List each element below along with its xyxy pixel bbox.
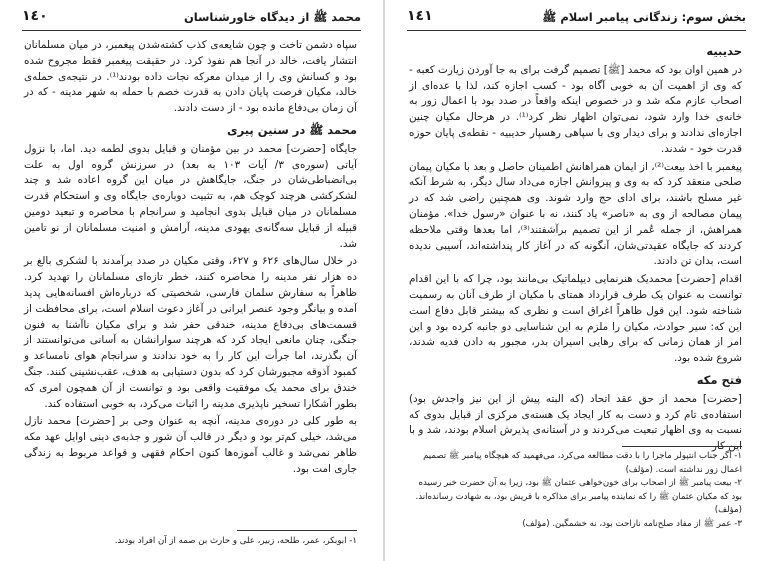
left-footnotes [24,535,357,549]
left-paragraph-1: سپاه دشمن تاخت و چون شایعه‌ی کذب کشته‌شدن پیغمبر، در میان مسلمانان انتشار یافت، خالد در آنجا هم نفوذ کرد. در حقیقت پیغمبر فقط مجروح شده بود و کسانش وی را از میدان معرکه نجات داده بودند⁽¹⁾. در نتیجه‌ی حمله‌ی خالد، مکیان فرصت پایان دادن به قدرت خصم با حمله به شهر مدینه - که در آن زمان بی‌دفاع مانده بود - از دست دادند. [24,39,357,115]
right-page [385,0,768,561]
right-page-body [409,38,742,457]
right-heading-conquest-of-mecca: فتح مکه [696,372,742,387]
left-paragraph-2: جایگاه [حضرت] محمد در بین مؤمنان و قبایل بدوی لطمه دید. اما، با نزول آیاتی (سوره‌ی ٣/ آیات ١٠٣ به بعد) در سرزنش گروه اول به علت بی‌انضباطی‌شان در جنگ، جایگاهش در میان این گروه اعاده شد و چند لشکرکشی هرچند کوچک هم، به تثبیت دوباره‌ی جایگاه وی و استحکام قدرت مسلمانان در میان قبایل بدوی انجامید و سرانجام با محاصره و تبعید دومین قبیله از قبایل سه‌گانه‌ی یهودی مدینه، آرامش و امنیت مسلمانان از نو تامین شد. [24,142,357,250]
right-paragraph-4: [حضرت] محمد از حق عقد اتحاد (که البته پیش از این نیز واجدش بود) استفاده‌ی تام کرد و دست به کار ایجاد یک هسته‌ی مرکزی از قبایل بدوی که نسبت به وی اظهار تبعیت می‌کردند و در آستانه‌ی پذیرش اسلام بودند، شد و با این کار [409,392,742,453]
left-footnote-rule [237,530,357,531]
left-section-heading: محمد ﷺ در سنین پیری [227,122,357,137]
right-page-header [407,8,746,31]
right-footnote-3: ٣- عمر ﷺ از مفاد صلح‌نامه ناراحت بود، نه خشمگین. (مؤلف) [522,518,742,529]
left-page-number: ١٤٠ [22,8,48,24]
left-page-body [24,38,357,480]
left-running-title: محمد ﷺ از دیدگاه خاورشناسان [183,10,361,24]
left-paragraph-3: در خلال سال‌های ۶۲۶ و ۶۲۷، وقتی مکیان در صدد برآمدند با لشکری بالغ بر ده هزار نفر مدینه را محاصره کنند، خطر تازه‌ای مسلمانان را تهدید کرد. ظاهراً به سفارش سلمان فارسی، شخصیتی که درباره‌اش افسانه‌هایی پدید آمده و بیانگر وجود عنصر ایرانی در آغاز دعوت اسلام است، برای محافظت از قسمت‌های بی‌دفاع مدینه، خندقی حفر شد و برای مکیان ناآشنا به فنون جنگی، چنان مانعی ایجاد کرد که هرچند سوارانشان به آسانی می‌توانستند از آن بگذرند، اما جرأت این کار را به خود ندادند و سرانجام هوای نامساعد و کمبود آذوقه مجبورشان کرد که بدون دستیابی به هدف، عقب‌نشینی کنند. جنگ خندق برای محمد یک موفقیت واقعی بود و توانست از آن همچون امری که بطور آشکارا تسخیر ناپذیری مدینه را اثبات می‌کرد، به خوبی استفاده کند. [24,255,357,410]
right-footnote-rule [622,446,742,447]
right-paragraph-1: در همین اوان بود که محمد [ﷺ] تصمیم گرفت برای به جا آوردن زیارت کعبه - که وی از اهمیت آن به خوبی آگاه بود - کسب اجازه کند، لذا با عده‌ای از اصحاب عازم مکه شد و در خصوص اینکه واقعاً در صدد بود با اعمال زور به خانه‌ی خدا وارد شود، نمی‌توان اظهار نظر کرد⁽¹⁾. در هرحال مکیان چنین اجازه‌ای ندادند و برای دیدار وی با سپاهی رهسپار حدیبیه - نقطه‌ی پایان حوزه قدرت خود - شدند. [409,63,742,155]
left-paragraph-4: به طور کلی در دوره‌ی مدینه، آنچه به عنوان وحی بر [حضرت] محمد نازل می‌شد، خیلی کم‌تر بود و دیگر در قالب آن شور و جذبه‌ی دینی اوایل عهد مکه ظاهر نمی‌شد و غالب آموزه‌ها کنون احکام فقهی و قواعد مربوط به زندگی جاری امت بود. [24,415,357,475]
left-footnote-1: ١- ابوبکر، عمر، طلحه، زبیر، علی و حارث بن صمه از آن افراد بودند. [114,536,357,546]
right-heading-hudaybiyya: حدیبیه [706,44,742,58]
right-paragraph-2: پیغمبر با اخذ بیعت⁽²⁾، از ایمان همراهانش اطمینان حاصل و بعد با مکیان پیمان صلحی منعقد کرد که به وی و پیروانش اجازه می‌داد سال دیگر، به شرط آنکه غیر مسلح باشند، برای ادای حج وارد شوند. وی همچنین راضی شد که در پیمان مصالحه از وی به «ناصر» یاد کنند، نه با عنوان «رسول خدا». مؤمنان همراهش، از جمله عُمر از این تصمیم برآشفتند⁽³⁾، اما بعدها وقتی ملاحظه کردند که جایگاه عقیدتی‌شان، آنگونه که در آغاز کار پنداشته‌اند، آسیبی ندیده است، بدان تن دادند. [409,160,742,268]
right-running-title: بخش سوم: زندگانی پیامبر اسلام ﷺ [542,10,746,24]
right-paragraph-3: اقدام [حضرت] محمدیک هنرنمایی دیپلماتیک بی‌مانند بود، چرا که با این اقدام توانست به عنوان یک طرف قرارداد همتای با مکیان از طرف آنان به رسمیت شناخته شود. این قول ظاهراً اغراق است و نظری که بیشتر قابل دفاع است این که: سیر حوادث، مکیان را ملزم به این شناسایی دو جانبه کرده بود و این امر از همان زمانی که برای رهایی اسیران بدر، مجبور به دادن فدیه شدند، شروع شده بود. [409,273,742,365]
right-footnotes [409,450,742,531]
right-footnote-2: ٢- بیعت پیامبر ﷺ از اصحاب برای خون‌خواهی عثمان ﷺ بود، زیرا به آن حضرت خبر رسیده بود که مکیان عثمان ﷺ را که نماینده پیامبر برای مذاکره با قریش بود، به شهادت رسانده‌اند. (مؤلف) [415,478,742,515]
right-page-number: ١٤١ [407,8,433,24]
right-footnote-1: ١- اگر جناب انتپولر ماجرا را با دقت مطالعه می‌کرد، می‌فهمید که هیچگاه پیامبر ﷺ تصمیم اعمال زور نداشته است. (مؤلف) [423,451,742,475]
left-page [0,0,383,561]
left-page-header [22,8,361,31]
